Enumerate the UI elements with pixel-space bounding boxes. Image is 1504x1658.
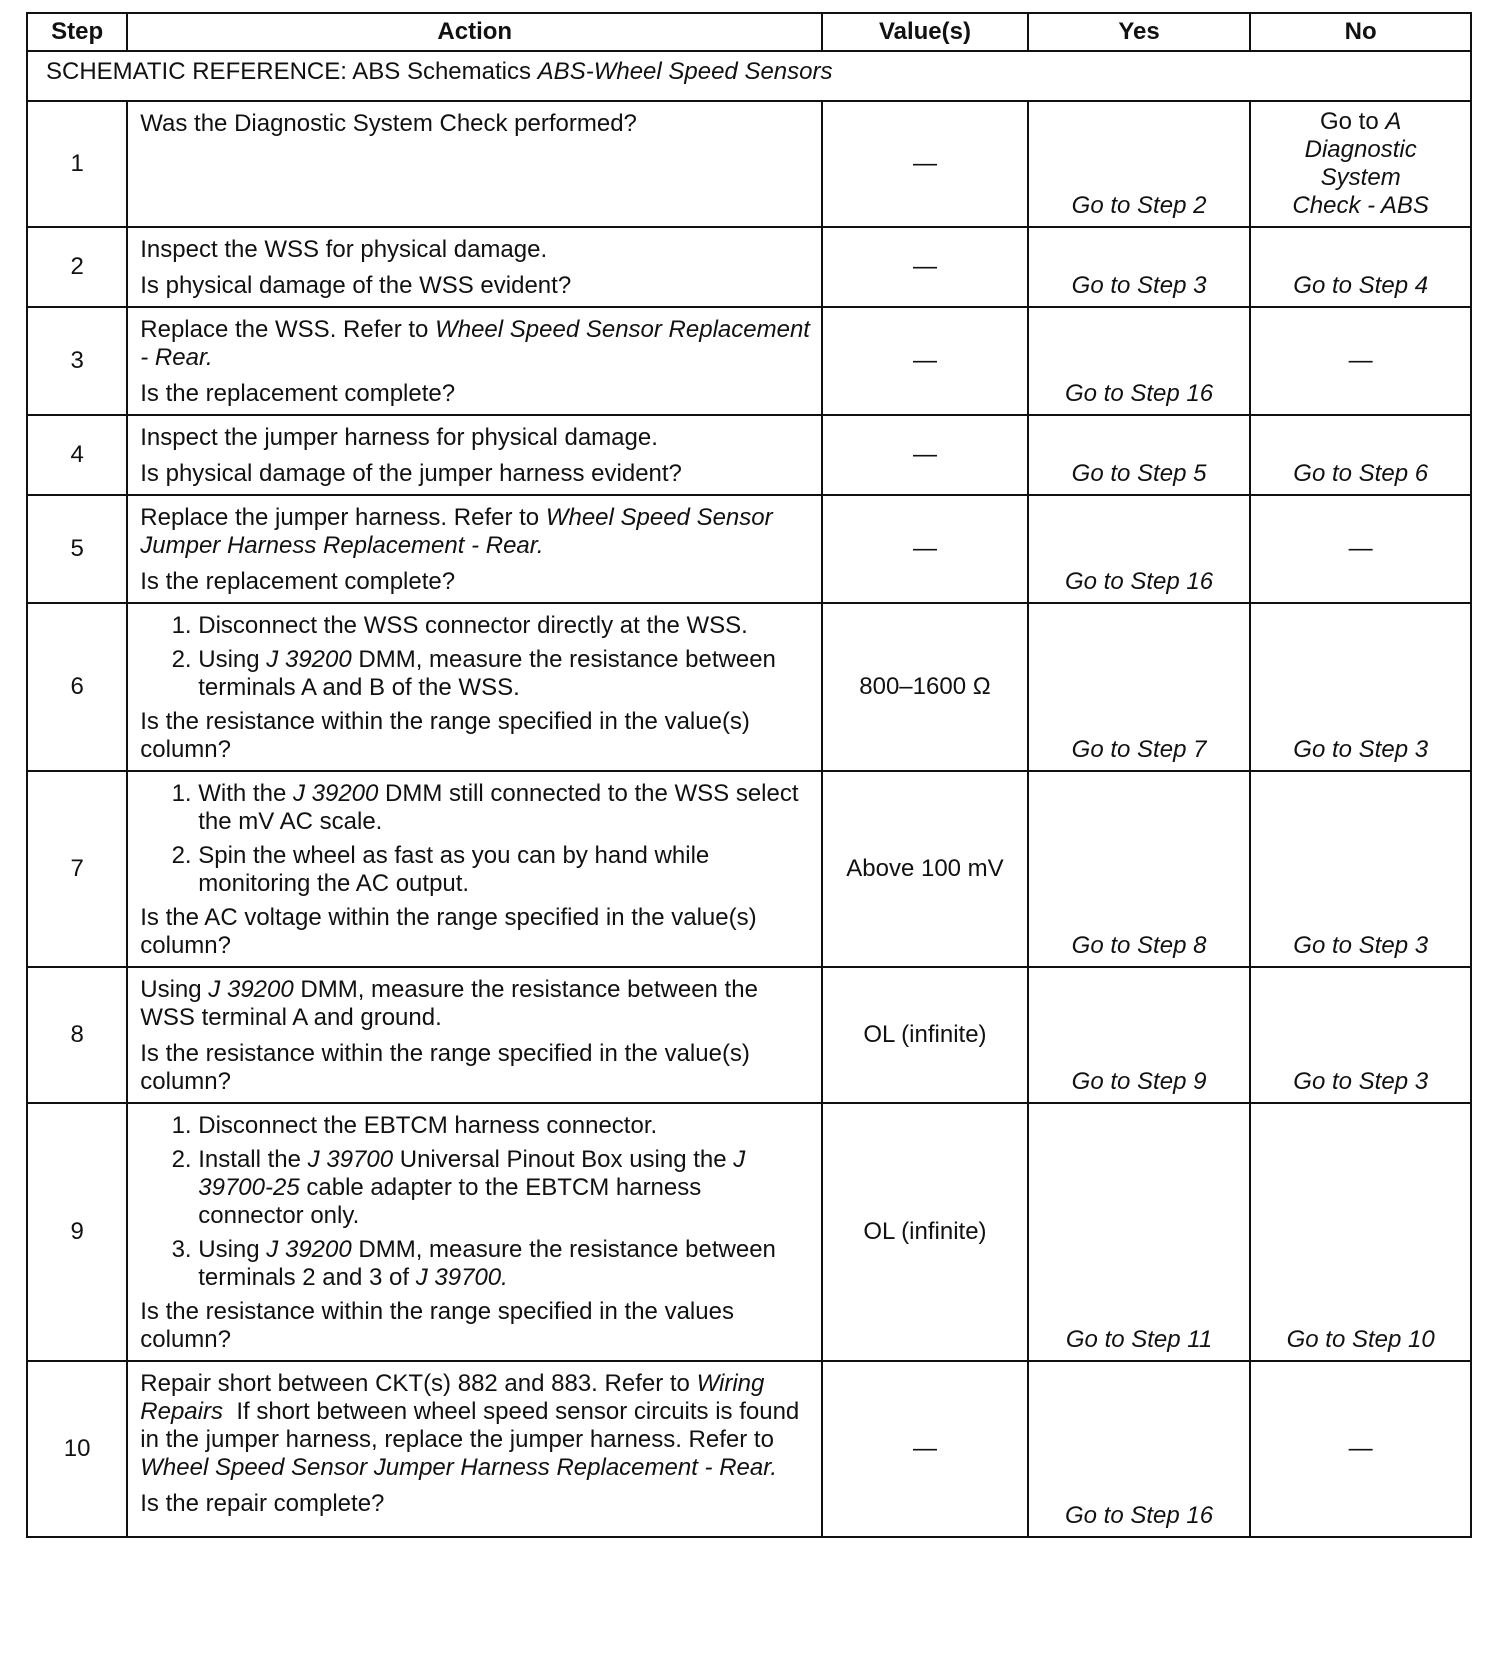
yes-cell: Go to Step 16 <box>1028 307 1251 415</box>
action-cell <box>127 967 822 1103</box>
action-cell <box>127 415 822 495</box>
action-cell <box>127 495 822 603</box>
action-cell <box>127 771 822 967</box>
action-step-item <box>198 780 813 836</box>
step-item-text: Using <box>198 1236 260 1263</box>
action-text-plain: If short between wheel speed sensor circuits is found in the jumper harness, replace the jumper harness. Refer to <box>140 1398 800 1453</box>
step-number: 10 <box>27 1361 127 1537</box>
step-item-text: Disconnect the WSS connector directly at the WSS. <box>198 612 748 639</box>
table-row <box>27 967 1471 1103</box>
table-row <box>27 1103 1471 1361</box>
action-text <box>140 976 813 1032</box>
action-question: Is the resistance within the range specified in the value(s) column? <box>140 708 750 763</box>
reference-link: Wheel Speed Sensor Jumper Harness Replacement - Rear. <box>140 504 773 559</box>
action-cell <box>127 227 822 307</box>
yes-cell: Go to Step 7 <box>1028 603 1251 771</box>
table-row <box>27 771 1471 967</box>
step-item-text: DMM, measure the resistance between terminals 2 and 3 of <box>198 1236 776 1291</box>
action-text <box>140 504 813 560</box>
no-cell: Go to Step 10 <box>1250 1103 1471 1361</box>
action-step-item <box>198 1146 813 1230</box>
no-cell: Go to Step 3 <box>1250 967 1471 1103</box>
value-cell: — <box>822 495 1028 603</box>
table-row <box>27 1361 1471 1537</box>
action-text: Inspect the jumper harness for physical damage. <box>140 424 658 451</box>
yes-cell: Go to Step 2 <box>1028 101 1251 227</box>
action-cell <box>127 1361 822 1537</box>
yes-cell: Go to Step 3 <box>1028 227 1251 307</box>
header-row <box>27 13 1471 51</box>
value-cell: 800–1600 Ω <box>822 603 1028 771</box>
table-row <box>27 227 1471 307</box>
no-prefix: Go to <box>1319 108 1379 135</box>
action-question: Was the Diagnostic System Check performed? <box>140 110 637 137</box>
step-item-text: With the <box>198 780 287 807</box>
value-cell: — <box>822 227 1028 307</box>
no-cell: Go to Step 6 <box>1250 415 1471 495</box>
reference-link: Wheel Speed Sensor Replacement - Rear. <box>140 316 810 371</box>
step-item-text: Spin the wheel as fast as you can by hand while monitoring the AC output. <box>198 842 710 897</box>
action-steps <box>140 780 813 898</box>
step-item-text: cable adapter to the EBTCM harness connector only. <box>198 1174 702 1229</box>
action-step-item <box>198 1112 813 1140</box>
yes-cell: Go to Step 11 <box>1028 1103 1251 1361</box>
step-item-text: DMM still connected to the WSS select the mV AC scale. <box>198 780 799 835</box>
yes-cell: Go to Step 9 <box>1028 967 1251 1103</box>
value-cell: OL (infinite) <box>822 967 1028 1103</box>
action-steps <box>140 1112 813 1292</box>
no-cell: — <box>1250 1361 1471 1537</box>
action-cell <box>127 101 822 227</box>
tool-reference: J 39200 <box>266 646 352 673</box>
value-cell: — <box>822 307 1028 415</box>
step-item-text: DMM, measure the resistance between terminals A and B of the WSS. <box>198 646 776 701</box>
step-item-text: Install the <box>198 1146 301 1173</box>
action-question: Is the replacement complete? <box>140 380 456 407</box>
no-cell: — <box>1250 495 1471 603</box>
action-question: Is the resistance within the range specified in the values column? <box>140 1298 734 1353</box>
no-ref-line: Check - ABS <box>1292 192 1429 219</box>
action-text-plain: Repair short between CKT(s) 882 and 883. Refer to <box>140 1370 690 1397</box>
schematic-reference <box>27 51 1471 101</box>
action-text <box>140 316 813 372</box>
step-number: 3 <box>27 307 127 415</box>
schematic-row <box>27 51 1471 101</box>
action-question: Is the replacement complete? <box>140 568 456 595</box>
header-action: Action <box>127 13 822 51</box>
value-cell: OL (infinite) <box>822 1103 1028 1361</box>
action-text <box>140 1370 813 1482</box>
step-item-text: Disconnect the EBTCM harness connector. <box>198 1112 658 1139</box>
value-cell: — <box>822 1361 1028 1537</box>
action-step-item <box>198 1236 813 1292</box>
action-question: Is the AC voltage within the range specified in the value(s) column? <box>140 904 757 959</box>
table-row <box>27 415 1471 495</box>
action-steps <box>140 612 813 702</box>
schematic-link: ABS-Wheel Speed Sensors <box>537 58 833 85</box>
header-step: Step <box>27 13 127 51</box>
tool-reference: J 39700. <box>415 1264 508 1291</box>
reference-link: Wiring Repairs <box>140 1370 765 1425</box>
action-step-item <box>198 646 813 702</box>
yes-cell: Go to Step 16 <box>1028 1361 1251 1537</box>
tool-reference: J 39700 <box>307 1146 394 1173</box>
tool-reference: J 39200 <box>292 780 379 807</box>
no-cell: Go to Step 4 <box>1250 227 1471 307</box>
action-step-item <box>198 612 813 640</box>
tool-reference: J 39200 <box>266 1236 352 1263</box>
no-ref-line: A <box>1385 108 1402 135</box>
action-cell <box>127 1103 822 1361</box>
action-question: Is the resistance within the range specified in the value(s) column? <box>140 1040 750 1095</box>
step-number: 6 <box>27 603 127 771</box>
value-cell: Above 100 mV <box>822 771 1028 967</box>
no-cell <box>1250 101 1471 227</box>
tool-reference: J 39200 <box>208 976 294 1003</box>
no-cell: Go to Step 3 <box>1250 603 1471 771</box>
no-ref-line: System <box>1320 164 1401 191</box>
value-cell: — <box>822 101 1028 227</box>
step-number: 2 <box>27 227 127 307</box>
yes-cell: Go to Step 5 <box>1028 415 1251 495</box>
step-number: 1 <box>27 101 127 227</box>
header-values: Value(s) <box>822 13 1028 51</box>
step-number: 9 <box>27 1103 127 1361</box>
action-step-item <box>198 842 813 898</box>
yes-cell: Go to Step 8 <box>1028 771 1251 967</box>
no-ref-line: Diagnostic <box>1304 136 1417 163</box>
reference-link: Wheel Speed Sensor Jumper Harness Replacement - Rear. <box>140 1454 778 1481</box>
step-number: 4 <box>27 415 127 495</box>
step-number: 7 <box>27 771 127 967</box>
step-number: 5 <box>27 495 127 603</box>
table-row <box>27 101 1471 227</box>
action-question: Is the repair complete? <box>140 1490 385 1517</box>
header-yes: Yes <box>1028 13 1251 51</box>
table-row <box>27 603 1471 771</box>
step-item-text: Universal Pinout Box using the <box>399 1146 727 1173</box>
header-no: No <box>1250 13 1471 51</box>
action-cell <box>127 603 822 771</box>
value-cell: — <box>822 415 1028 495</box>
action-cell <box>127 307 822 415</box>
tool-reference: J 39700-25 <box>198 1146 746 1201</box>
step-item-text: Using <box>198 646 260 673</box>
step-number: 8 <box>27 967 127 1103</box>
yes-cell: Go to Step 16 <box>1028 495 1251 603</box>
table-row <box>27 495 1471 603</box>
action-text: Inspect the WSS for physical damage. <box>140 236 548 263</box>
action-question: Is physical damage of the WSS evident? <box>140 272 572 299</box>
action-question: Is physical damage of the jumper harness evident? <box>140 460 682 487</box>
no-cell: — <box>1250 307 1471 415</box>
action-text-plain: Using <box>140 976 202 1003</box>
action-text-plain: Replace the WSS. Refer to <box>140 316 429 343</box>
diagnostic-table <box>26 12 1472 1538</box>
no-cell: Go to Step 3 <box>1250 771 1471 967</box>
table-row <box>27 307 1471 415</box>
action-text-plain: Replace the jumper harness. Refer to <box>140 504 540 531</box>
action-text-plain: DMM, measure the resistance between the WSS terminal A and ground. <box>140 976 758 1031</box>
schematic-prefix: SCHEMATIC REFERENCE: ABS Schematics <box>46 58 531 85</box>
